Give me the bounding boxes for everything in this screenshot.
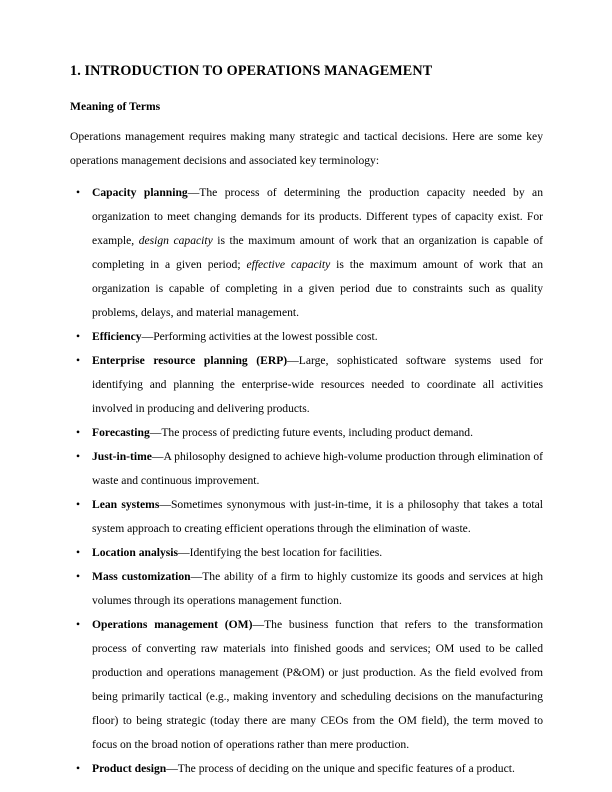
- term-emphasis: design capacity: [138, 234, 213, 247]
- term-definition: The process of predicting future events, including product demand.: [161, 426, 473, 439]
- bullet-icon: •: [76, 450, 81, 463]
- list-item: [70, 421, 543, 445]
- term-definition: Identifying the best location for facilities.: [189, 546, 383, 559]
- term-label: Location analysis: [92, 546, 179, 559]
- term-definition-end: is the maximum amount of work that an organization is capable of completing in a given period due to constraints such as quality problems, delays, and material management.: [92, 258, 543, 319]
- term-label: Mass customization: [92, 570, 191, 583]
- bullet-icon: •: [76, 354, 81, 367]
- term-definition: Large, sophisticated software systems used for identifying and planning the enterprise-wide resources needed to coordinate all activities involved in producing and delivering products.: [92, 354, 543, 415]
- terminology-list: [70, 181, 543, 781]
- bullet-icon: •: [76, 426, 81, 439]
- list-item: [70, 565, 543, 613]
- bullet-icon: •: [76, 186, 81, 199]
- list-item: [70, 325, 543, 349]
- list-item: [70, 349, 543, 421]
- term-label: Capacity planning: [92, 186, 188, 199]
- list-item: [70, 757, 543, 781]
- term-definition: Performing activities at the lowest possible cost.: [153, 330, 378, 343]
- intro-paragraph: Operations management requires making many strategic and tactical decisions. Here are some key operations management decisions and associated key terminology:: [70, 130, 543, 167]
- em-dash: —: [287, 354, 299, 367]
- em-dash: —: [151, 450, 164, 463]
- bullet-icon: •: [76, 618, 81, 631]
- em-dash: —: [141, 330, 154, 343]
- bullet-icon: •: [76, 330, 81, 343]
- term-definition: Sometimes synonymous with just-in-time, it is a philosophy that takes a total system approach to creating efficient operations through the elimination of waste.: [92, 498, 543, 535]
- term-definition: The ability of a firm to highly customize its goods and services at high volumes through its operations management function.: [92, 570, 543, 607]
- em-dash: —: [187, 186, 200, 199]
- em-dash: —: [178, 546, 190, 559]
- term-label: Forecasting: [92, 426, 150, 439]
- em-dash: —: [252, 618, 265, 631]
- term-label: Enterprise resource planning (ERP): [92, 354, 288, 367]
- term-definition: The process of determining the production capacity needed by an organization to meet changing demands for its products. Different types of capacity exist. For example,: [92, 186, 543, 247]
- list-item: [70, 445, 543, 493]
- term-label: Just-in-time: [92, 450, 152, 463]
- term-definition-cont: is the maximum amount of work that an organization is capable of completing in a given period;: [92, 234, 543, 271]
- page-title: 1. INTRODUCTION TO OPERATIONS MANAGEMENT: [70, 63, 433, 79]
- bullet-icon: •: [76, 546, 81, 559]
- bullet-icon: •: [76, 498, 81, 511]
- em-dash: —: [159, 498, 171, 511]
- term-label: Efficiency: [92, 330, 142, 343]
- em-dash: —: [190, 570, 203, 583]
- em-dash: —: [149, 426, 162, 439]
- list-item: [70, 493, 543, 541]
- bullet-icon: •: [76, 570, 81, 583]
- bullet-icon: •: [76, 762, 81, 775]
- term-label: Operations management (OM): [92, 618, 253, 631]
- list-item: [70, 541, 543, 565]
- term-definition: The process of deciding on the unique and specific features of a product.: [177, 762, 515, 775]
- section-subheading: Meaning of Terms: [70, 100, 161, 113]
- list-item: [70, 613, 543, 757]
- term-label: Lean systems: [92, 498, 160, 511]
- term-definition: The business function that refers to the transformation process of converting raw materials into finished goods and services; OM used to be called production and operations management (P&OM) or just production. As the field evolved from being primarily tactical (e.g., making inventory and scheduling decisions on the manufacturing floor) to being strategic (today there are many CEOs from the OM field), the term moved to focus on the broad notion of operations rather than mere production.: [92, 618, 543, 751]
- term-label: Product design: [92, 762, 167, 775]
- term-emphasis-2: effective capacity: [246, 258, 331, 271]
- em-dash: —: [166, 762, 178, 775]
- term-definition: A philosophy designed to achieve high-volume production through elimination of waste and continuous improvement.: [92, 450, 543, 487]
- list-item: [70, 181, 543, 325]
